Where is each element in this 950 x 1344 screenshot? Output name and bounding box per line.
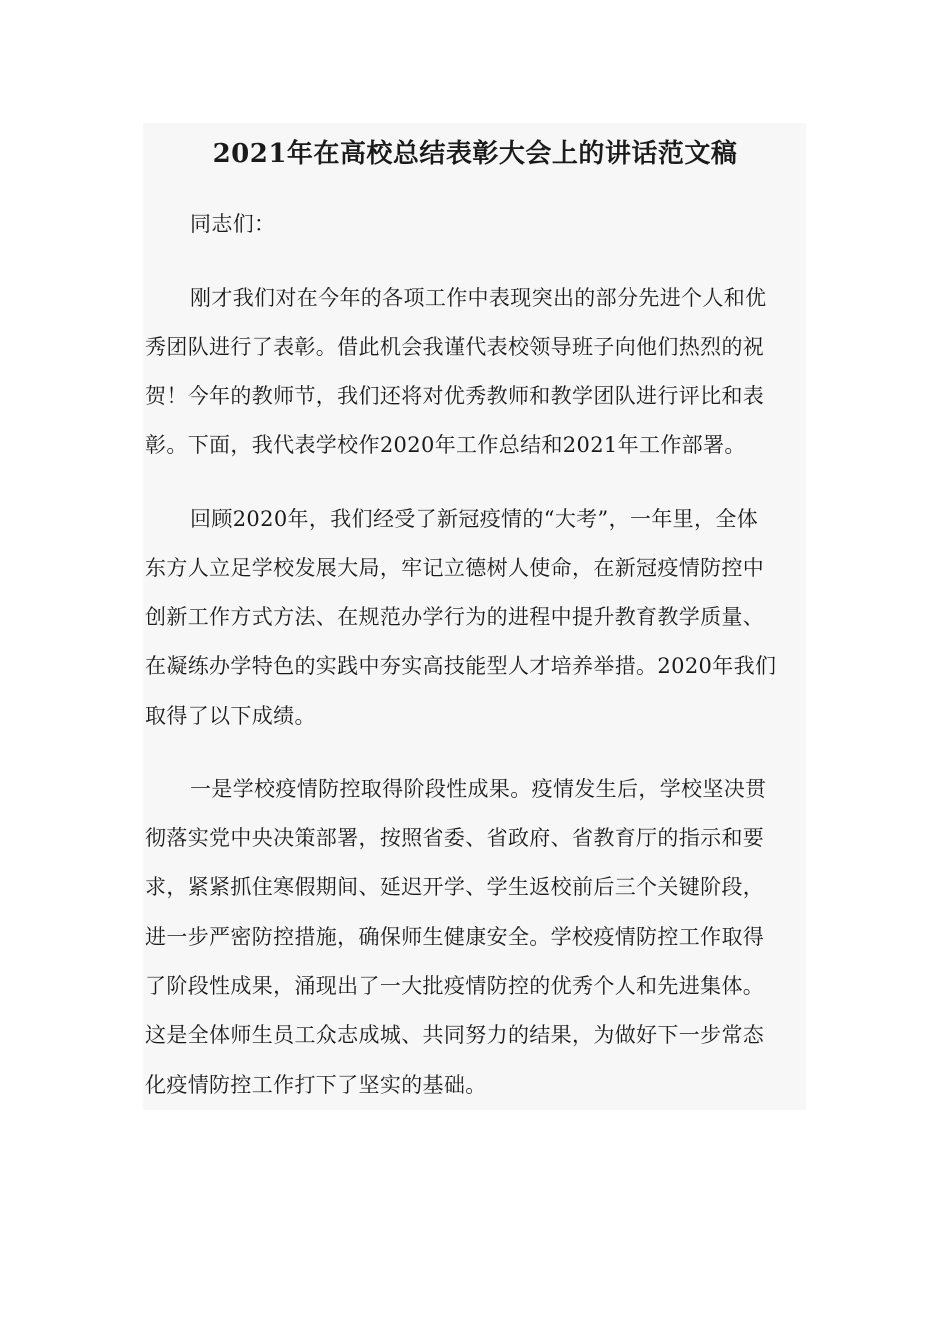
paragraph-3-line-7: 化疫情防控工作打下了坚实的基础。 [145, 1073, 487, 1097]
paragraph-2-line-1: 回顾2020年，我们经受了新冠疫情的“大考”，一年里，全体 [190, 507, 759, 531]
paragraph-3-line-2: 彻落实党中央决策部署，按照省委、省政府、省教育厅的指示和要 [145, 826, 765, 850]
paragraph-2-line-5: 取得了以下成绩。 [145, 704, 316, 728]
paragraph-2-line-3: 创新工作方式方法、在规范办学行为的进程中提升教育教学质量、 [145, 605, 765, 629]
paragraph-3-line-6: 这是全体师生员工众志成城、共同努力的结果，为做好下一步常态 [145, 1023, 765, 1047]
paragraph-1-line-4: 彰。下面，我代表学校作2020年工作总结和2021年工作部署。 [145, 433, 746, 457]
document-title: 2021年在高校总结表彰大会上的讲话范文稿 [212, 139, 738, 169]
paragraph-2-line-4: 在凝练办学特色的实践中夯实高技能型人才培养举措。2020年我们 [145, 654, 777, 678]
paragraph-2-line-2: 东方人立足学校发展大局，牢记立德树人使命，在新冠疫情防控中 [145, 556, 765, 580]
paragraph-3-line-4: 进一步严密防控措施，确保师生健康安全。学校疫情防控工作取得 [145, 925, 765, 949]
paragraph-3-line-5: 了阶段性成果，涌现出了一大批疫情防控的优秀个人和先进集体。 [145, 974, 765, 998]
paragraph-1-line-2: 秀团队进行了表彰。借此机会我谨代表校领导班子向他们热烈的祝 [145, 335, 765, 359]
paragraph-3-line-3: 求，紧紧抓住寒假期间、延迟开学、学生返校前后三个关键阶段， [145, 875, 765, 899]
salutation: 同志们： [190, 212, 276, 236]
paragraph-3-line-1: 一是学校疫情防控取得阶段性成果。疫情发生后，学校坚决贯 [190, 777, 767, 801]
paragraph-1-line-3: 贺！今年的教师节，我们还将对优秀教师和教学团队进行评比和表 [145, 384, 765, 408]
paragraph-1-line-1: 刚才我们对在今年的各项工作中表现突出的部分先进个人和优 [190, 286, 767, 310]
